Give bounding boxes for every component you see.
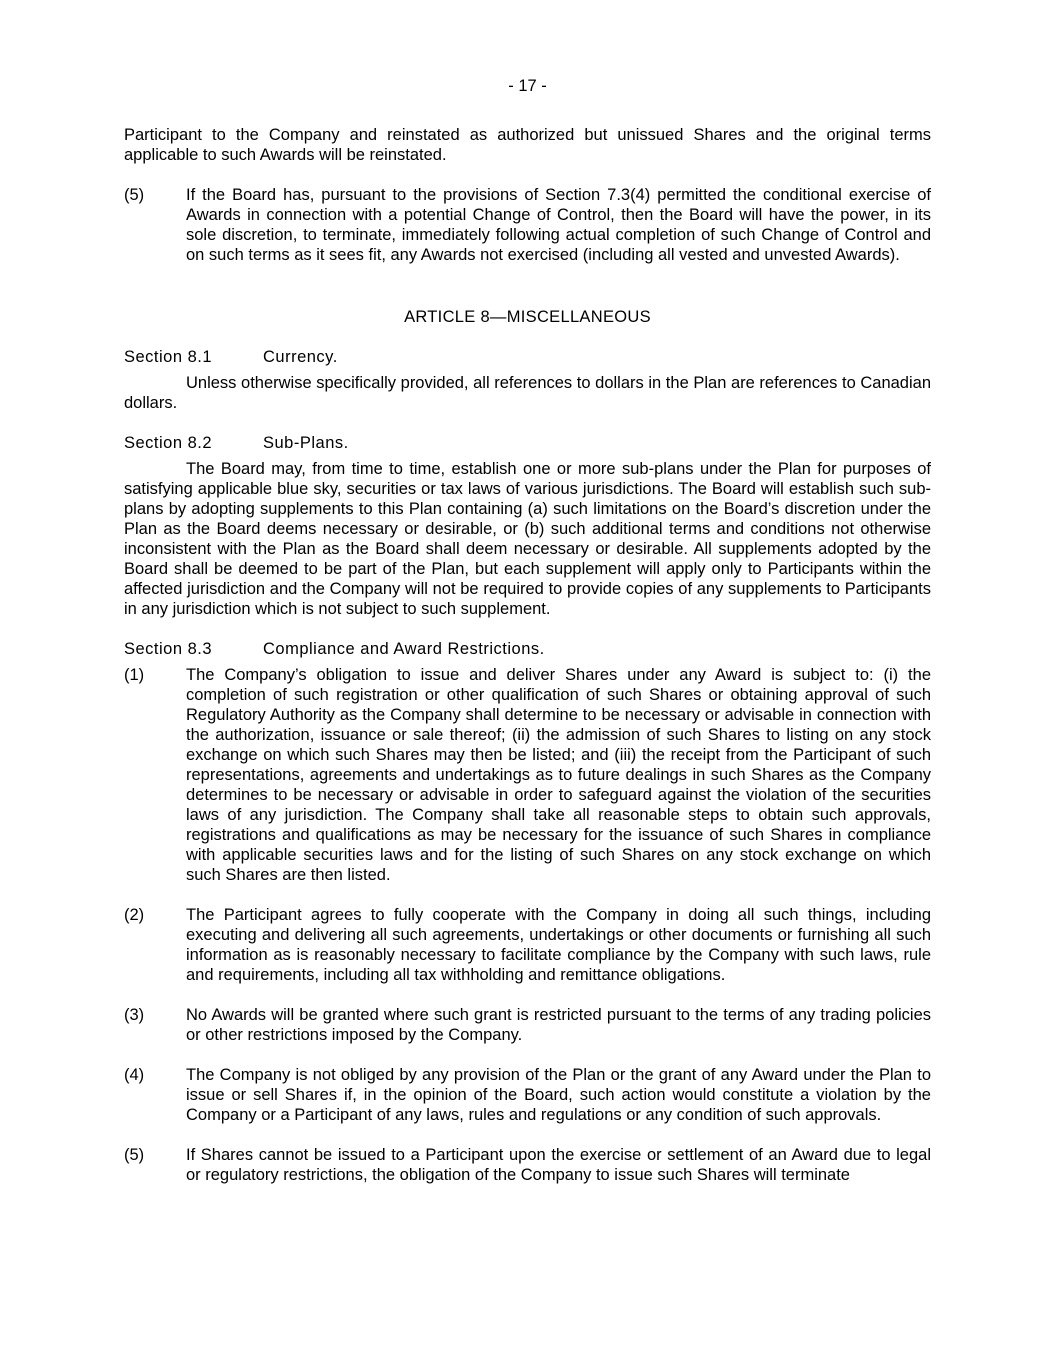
section-title: Currency. xyxy=(263,348,338,366)
section-8-1-heading xyxy=(124,347,931,367)
continuation-paragraph: Participant to the Company and reinstated as authorized but unissued Shares and the original terms applicable to such Awards will be reinstated. xyxy=(124,126,931,164)
list-item xyxy=(124,1065,931,1125)
list-item-text: The Participant agrees to fully cooperate with the Company in doing all such things, including executing and delivering all such agreements, undertakings or other documents or furnishing all such information as is reasonably necessary to facilitate compliance by the Company with such laws, rule and requirements, including all tax withholding and remittance obligations. xyxy=(186,906,931,984)
section-number: Section 8.3 xyxy=(124,640,213,658)
section-title: Sub-Plans. xyxy=(263,434,349,452)
page-content xyxy=(124,125,931,1185)
list-item xyxy=(124,905,931,985)
section-number: Section 8.1 xyxy=(124,348,213,366)
list-item-text: If the Board has, pursuant to the provisions of Section 7.3(4) permitted the conditional exercise of Awards in connection with a potential Change of Control, then the Board will have the power, in its sole discretion, to terminate, immediately following actual completion of such Change of Control and on such terms as it sees fit, any Awards not exercised (including all vested and unvested Awards). xyxy=(186,186,931,264)
list-item-text: The Company’s obligation to issue and deliver Shares under any Award is subject to: (i) the completion of such registration or other qualification of such Shares or obtaining approval of such Regulatory Authority as the Company shall determine to be necessary or advisable in connection with the authorization, issuance or sale thereof; (ii) the admission of such Shares to listing on any stock exchange on which such Shares may then be listed; and (iii) the receipt from the Participant of such representations, agreements and undertakings as to future dealings in such Shares as the Company determines to be necessary or advisable in order to safeguard against the violation of the securities laws of any jurisdiction. The Company shall take all reasonable steps to obtain such approvals, registrations and qualifications as may be necessary for the issuance of such Shares in compliance with applicable securities laws and for the listing of such Shares on any stock exchange on which such Shares are then listed. xyxy=(186,666,931,884)
list-item xyxy=(124,665,931,885)
list-item-number: (4) xyxy=(124,1066,145,1084)
list-item-number: (5) xyxy=(124,186,145,204)
list-item-7-5 xyxy=(124,185,931,265)
list-item-number: (2) xyxy=(124,906,145,924)
section-8-2-heading xyxy=(124,433,931,453)
list-item-number: (3) xyxy=(124,1006,145,1024)
list-item-text: The Company is not obliged by any provision of the Plan or the grant of any Award under the Plan to issue or sell Shares if, in the opinion of the Board, such action would constitute a violation by the Company or a Participant of any laws, rules and regulations or any condition of such approvals. xyxy=(186,1066,931,1124)
list-item xyxy=(124,1145,931,1185)
list-item-text: No Awards will be granted where such grant is restricted pursuant to the terms of any trading policies or other restrictions imposed by the Company. xyxy=(186,1006,931,1044)
section-8-3-heading xyxy=(124,639,931,659)
list-item xyxy=(124,1005,931,1045)
list-item-number: (1) xyxy=(124,666,145,684)
page-number: - 17 - xyxy=(508,77,547,95)
list-item-text: If Shares cannot be issued to a Participant upon the exercise or settlement of an Award due to legal or regulatory restrictions, the obligation of the Company to issue such Shares will terminate xyxy=(186,1146,931,1184)
article-heading: ARTICLE 8—MISCELLANEOUS xyxy=(404,308,651,326)
section-title: Compliance and Award Restrictions. xyxy=(263,640,545,658)
section-8-1-body: Unless otherwise specifically provided, all references to dollars in the Plan are references to Canadian dollars. xyxy=(124,374,931,412)
list-item-number: (5) xyxy=(124,1146,145,1164)
section-number: Section 8.2 xyxy=(124,434,213,452)
section-8-2-body: The Board may, from time to time, establish one or more sub-plans under the Plan for purposes of satisfying applicable blue sky, securities or tax laws of various jurisdictions. The Board will establish such sub-plans by adopting supplements to this Plan containing (a) such limitations on the Board’s discretion under the Plan as the Board deems necessary or desirable, or (b) such additional terms and conditions not otherwise inconsistent with the Plan as the Board shall deem necessary or desirable. All supplements adopted by the Board shall be deemed to be part of the Plan, but each supplement will apply only to Participants within the affected jurisdiction and the Company will not be required to provide copies of any supplements to Participants in any jurisdiction which is not subject to such supplement. xyxy=(124,460,931,618)
